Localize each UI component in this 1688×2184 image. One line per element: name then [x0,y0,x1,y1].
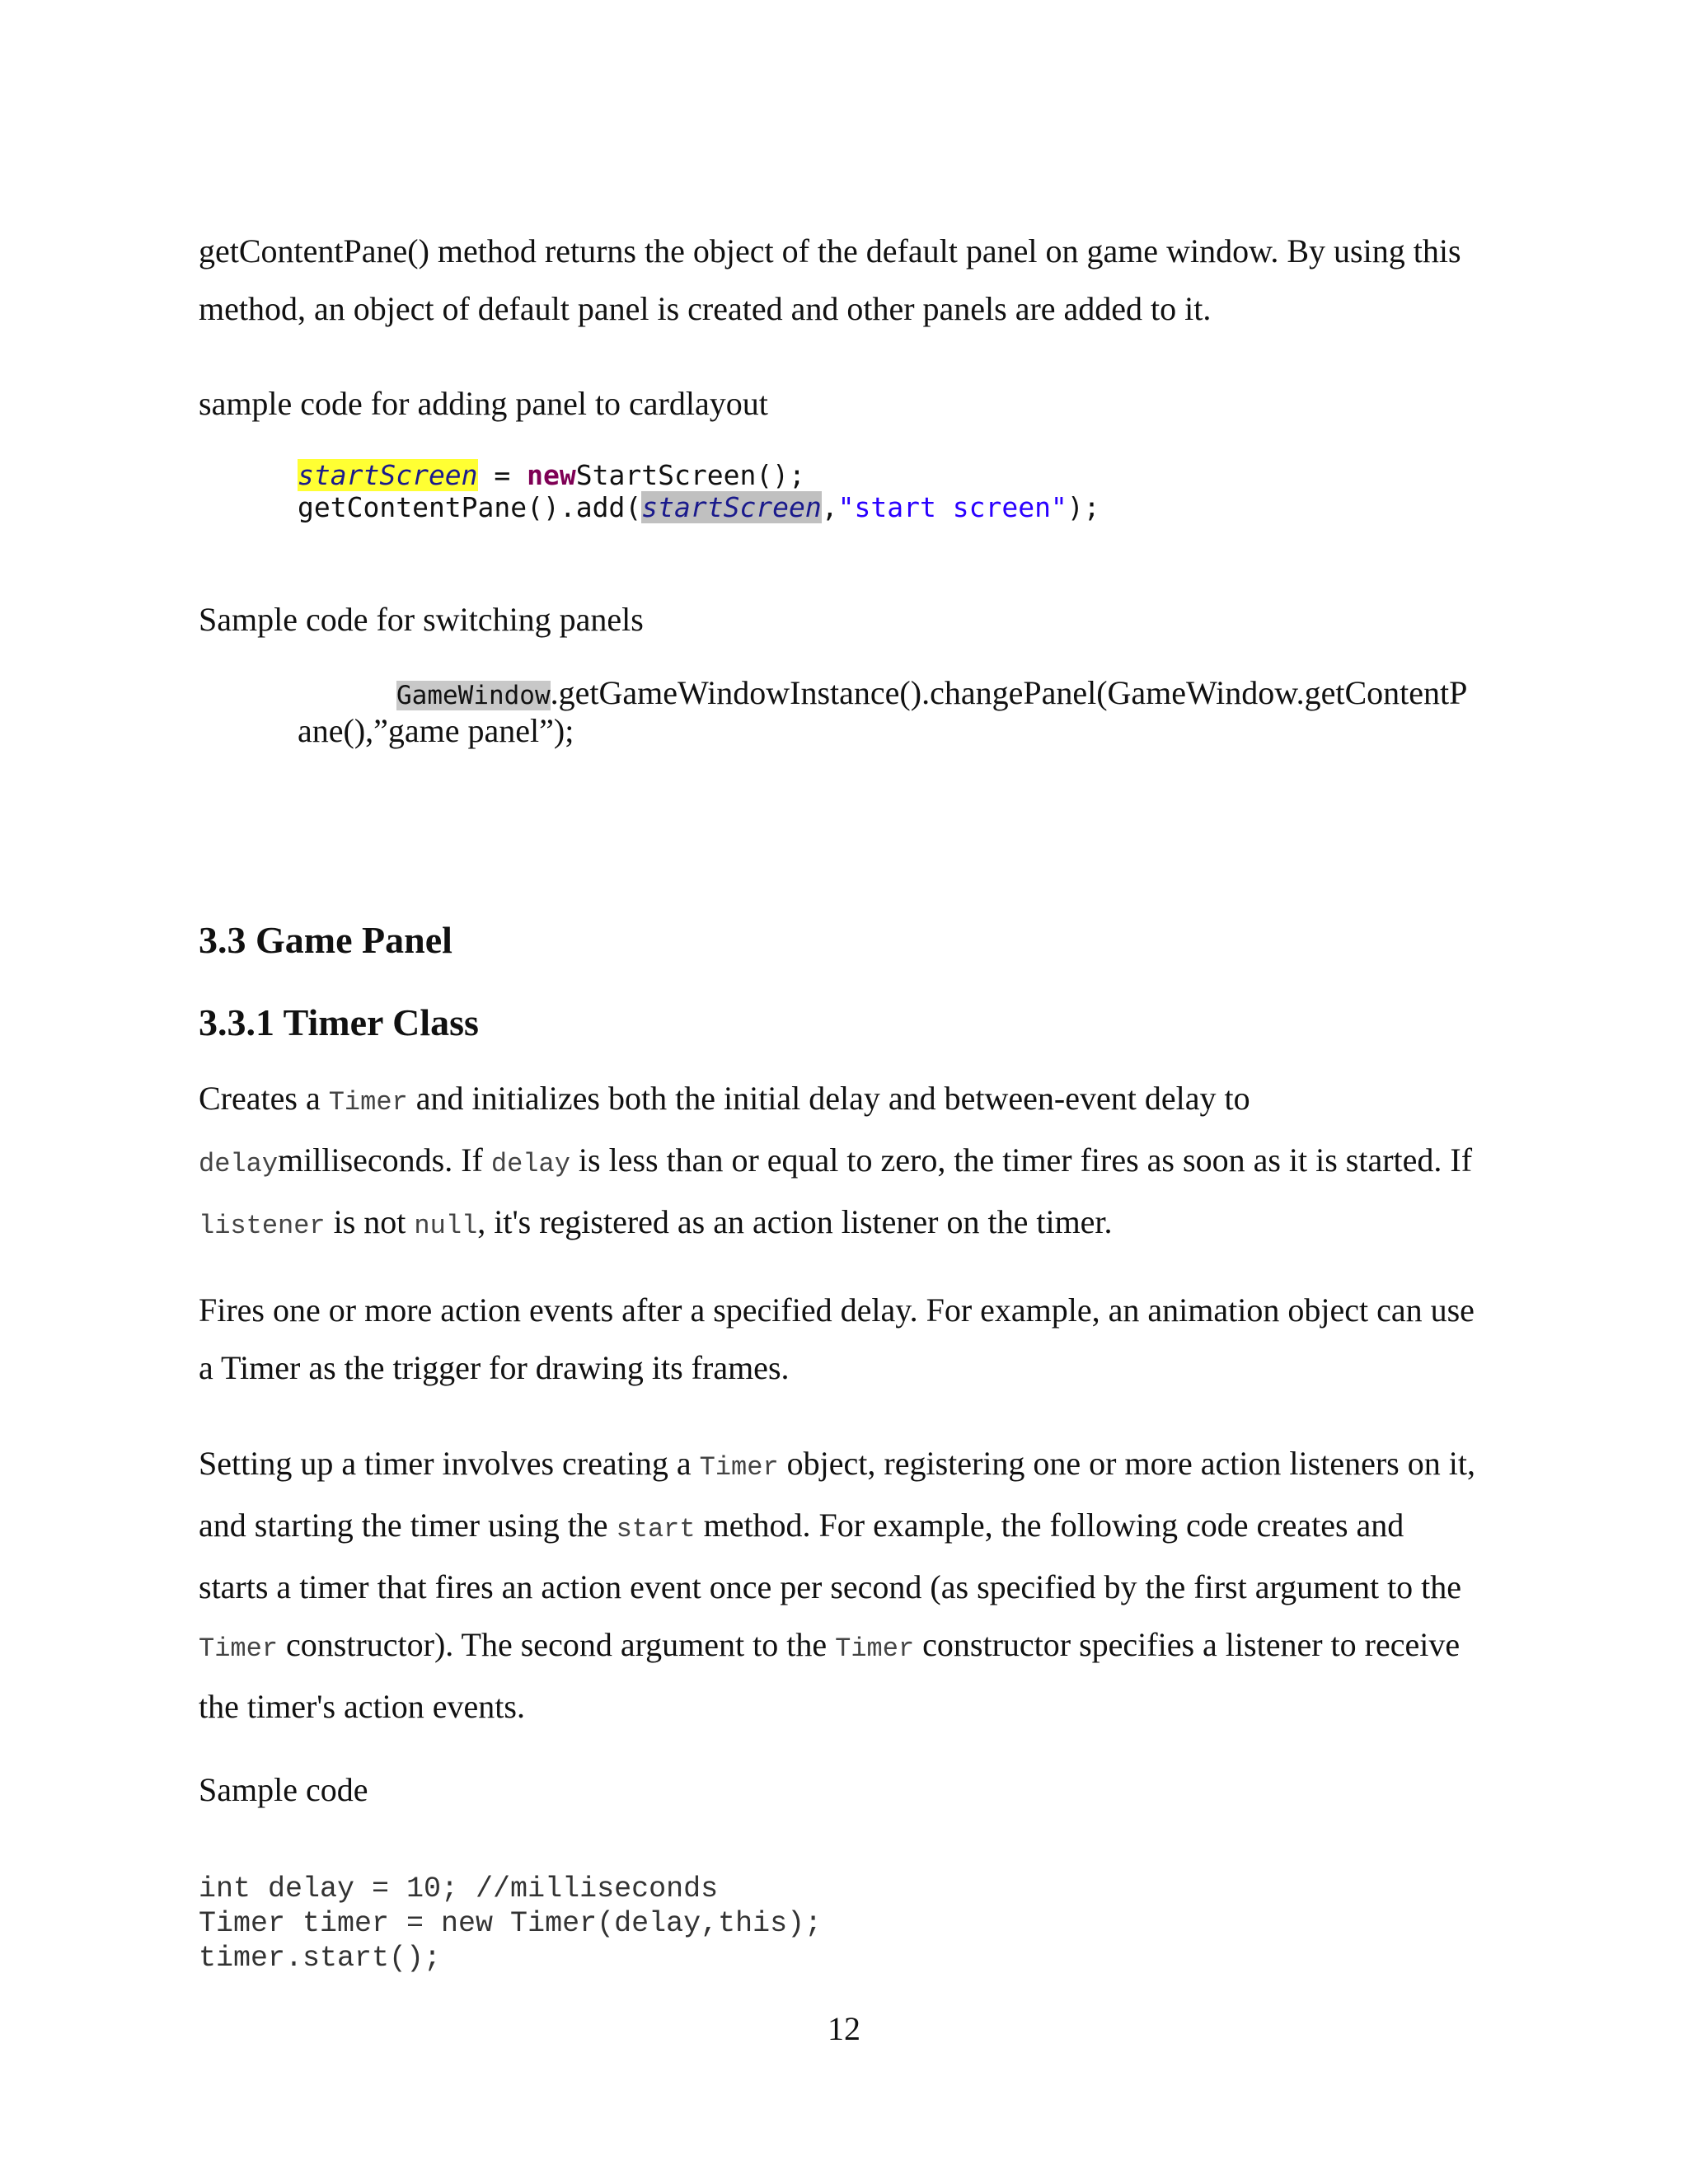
variable-startscreen-ref: startScreen [641,491,822,523]
sample-switch-label-block [199,591,1493,649]
code-timer: Timer [199,1633,279,1664]
timer-p3-line-3: starts a timer that fires an action event once per second (as specified by the first argument to the [199,1568,1462,1605]
code-timer: Timer [835,1633,915,1664]
variable-startscreen: startScreen [298,459,478,491]
timer-paragraph-1 [199,1070,1493,1255]
timer-p2-line-2: a Timer as the trigger for drawing its frames. [199,1349,790,1386]
sample-switch-label: Sample code for switching panels [199,601,644,638]
code-block-timer [199,1872,822,1975]
page-number: 12 [828,2010,860,2047]
subsection-heading: 3.3.1 Timer Class [199,1001,479,1043]
code-line-1 [298,459,805,491]
switch-code-line-2: ane(),”game panel”); [298,712,574,749]
timer-p3-line-5: the timer's action events. [199,1688,525,1725]
text-run: Creates a [199,1080,329,1117]
switch-code-rest: .getGameWindowInstance().changePanel(GameWindow.getContentP [550,674,1468,711]
code-start: start [616,1514,696,1544]
timer-p1-line-3 [199,1193,1493,1255]
timer-p2-line-1: Fires one or more action events after a specified delay. For example, an animation object can use [199,1291,1475,1329]
string-literal: "start screen" [837,491,1067,523]
text-run: , it's registered as an action listener on the timer. [477,1203,1113,1240]
code-delay: delay [199,1149,279,1179]
timer-code-line-1: int delay = 10; //milliseconds [199,1872,719,1905]
code-null: null [414,1211,478,1241]
text-run: constructor). The second argument to the [278,1626,836,1663]
sample-timer-label-block [199,1761,1493,1819]
code-line-2 [298,491,1100,523]
timer-p1-line-1 [199,1070,1493,1132]
code-token: ); [1067,491,1100,523]
intro-line-2: method, an object of default panel is created and other panels are added to it. [199,290,1212,327]
section-heading-block [199,917,1493,963]
subsection-heading-block [199,1000,1493,1046]
text-run: method. For example, the following code creates and [695,1507,1404,1544]
timer-p3-line-1 [199,1435,1493,1497]
timer-p1-line-2 [199,1132,1493,1193]
timer-paragraph-3 [199,1435,1493,1736]
intro-paragraph [199,223,1493,338]
sample-timer-label: Sample code [199,1771,368,1808]
text-run: is not [325,1203,415,1240]
text-run: and initializes both the initial delay and between-event delay to [407,1080,1250,1117]
sample-add-label-block [199,375,1493,433]
code-token: StartScreen(); [575,459,805,491]
text-run: and starting the timer using the [199,1507,617,1544]
sample-add-label: sample code for adding panel to cardlayout [199,385,768,422]
code-delay: delay [490,1149,570,1179]
gamewindow-class: GameWindow [396,681,551,710]
timer-p3-line-4 [199,1616,1493,1678]
text-run: milliseconds. If [278,1141,491,1179]
timer-p3-line-2 [199,1497,1493,1558]
text-run: Setting up a timer involves creating a [199,1445,700,1482]
code-token: getContentPane().add( [298,491,642,523]
timer-code-line-2: Timer timer = new Timer(delay,this); [199,1907,823,1940]
text-run: is less than or equal to zero, the timer fires as soon as it is started. If [570,1141,1473,1179]
code-block-add-panel [298,459,1100,523]
text-run: object, registering one or more action listeners on it, [778,1445,1475,1482]
text-run: constructor specifies a listener to receive [914,1626,1461,1663]
code-token: , [821,491,838,523]
code-timer: Timer [699,1452,779,1483]
code-timer: Timer [328,1087,408,1118]
section-heading: 3.3 Game Panel [199,919,452,961]
code-token: = [477,459,528,491]
intro-line-1: getContentPane() method returns the object of the default panel on game window. By using this [199,232,1461,269]
timer-code-line-3: timer.start(); [199,1942,442,1975]
keyword-new: new [527,459,576,491]
timer-paragraph-2 [199,1282,1493,1397]
switch-code-line-1 [396,674,1467,715]
code-listener: listener [199,1211,326,1241]
